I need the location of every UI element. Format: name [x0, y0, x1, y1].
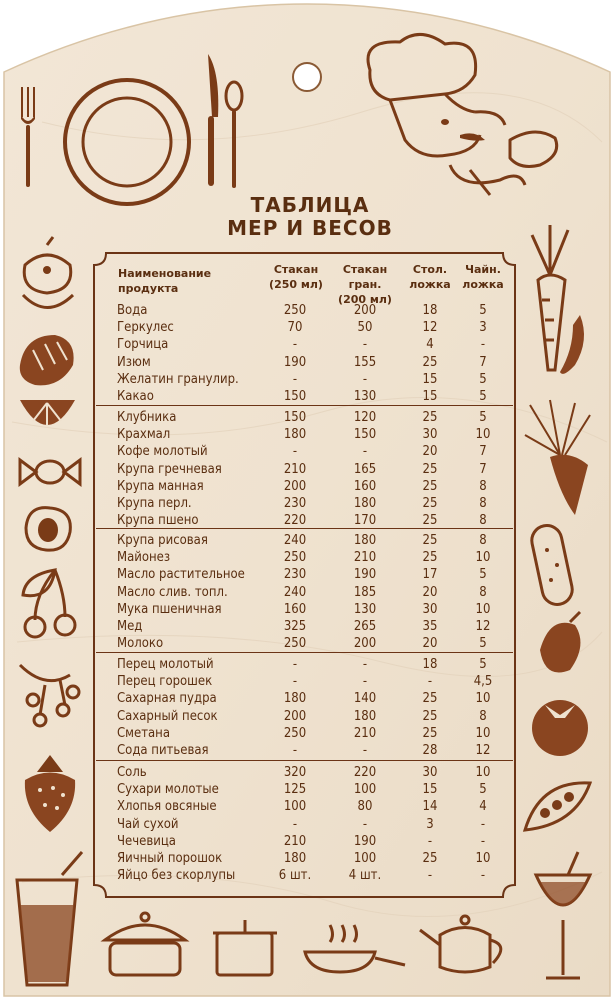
- table-row: [0, 303, 614, 320]
- glass-250-value: 180: [283, 691, 307, 707]
- product-name: Крупа рисовая: [117, 533, 208, 548]
- product-name: Геркулес: [117, 320, 174, 336]
- tablespoon-value: 3: [426, 816, 434, 832]
- glass-250-value: 250: [283, 550, 307, 566]
- product-name: Крупа перл.: [117, 496, 192, 511]
- glass-250-value: 200: [283, 708, 307, 724]
- tablespoon-value: 14: [422, 799, 438, 815]
- table-row: [0, 657, 614, 674]
- header-glass-200: [326, 262, 404, 307]
- table-row: [0, 567, 614, 584]
- glass-250-value: 230: [283, 496, 307, 511]
- tablespoon-value: 4: [426, 337, 434, 353]
- teaspoon-value: 10: [475, 765, 491, 780]
- product-name: Сухари молотые: [117, 782, 219, 798]
- frying-pan-icon: [300, 920, 410, 980]
- teaspoon-value: 10: [475, 725, 491, 741]
- table-row: [0, 602, 614, 619]
- table-row: [0, 372, 614, 389]
- product-name: Горчица: [117, 337, 169, 353]
- tablespoon-value: 15: [422, 389, 438, 404]
- glass-200-value: 165: [353, 461, 377, 477]
- teaspoon-value: 7: [479, 461, 487, 477]
- glass-200-value: 200: [353, 303, 377, 318]
- glass-250-value: -: [292, 444, 298, 460]
- glass-250-value: -: [292, 816, 298, 832]
- teaspoon-value: -: [480, 816, 486, 832]
- glass-250-value: 70: [287, 320, 303, 336]
- group-separator: [96, 405, 513, 406]
- glass-250-value: 6 шт.: [278, 868, 312, 884]
- product-name: Мед: [117, 619, 143, 634]
- product-name: Крупа гречневая: [117, 461, 222, 477]
- glass-250-value: 180: [283, 851, 307, 866]
- header-product: [118, 266, 211, 296]
- product-name: Изюм: [117, 354, 151, 370]
- glass-200-value: 150: [353, 427, 377, 443]
- table-row: [0, 337, 614, 354]
- tablespoon-value: 25: [422, 708, 438, 724]
- glass-250-value: 250: [283, 725, 307, 741]
- glass-200-value: 130: [353, 601, 377, 617]
- glass-200-value: -: [362, 743, 368, 758]
- table-row: [0, 427, 614, 444]
- teaspoon-value: 10: [475, 691, 491, 707]
- table-row: [0, 479, 614, 496]
- product-name: Мука пшеничная: [117, 601, 222, 617]
- tablespoon-value: 25: [422, 550, 438, 566]
- glass-200-value: 210: [353, 725, 377, 741]
- tablespoon-value: 20: [422, 584, 438, 600]
- tablespoon-value: 25: [422, 478, 438, 494]
- teaspoon-value: 4: [479, 799, 487, 815]
- teaspoon-value: 3: [479, 320, 487, 336]
- header-tablespoon-line1: Стол.: [412, 263, 448, 276]
- teaspoon-value: 12: [475, 619, 491, 634]
- glass-200-value: 210: [353, 550, 377, 566]
- table-row: [0, 851, 614, 868]
- product-name: Сметана: [117, 725, 170, 741]
- teaspoon-value: 8: [479, 533, 487, 548]
- teaspoon-value: 8: [479, 496, 487, 511]
- product-name: Масло растительное: [117, 567, 245, 583]
- table-row: [0, 389, 614, 406]
- glass-250-value: 220: [283, 513, 307, 529]
- glass-200-value: 220: [353, 765, 377, 780]
- header-teaspoon-line1: Чайн.: [465, 263, 501, 276]
- glass-250-value: -: [292, 657, 298, 672]
- product-name: Желатин гранулир.: [117, 371, 239, 387]
- teaspoon-value: 4,5: [473, 674, 493, 690]
- glass-200-value: 100: [353, 851, 377, 866]
- teaspoon-value: 5: [479, 410, 487, 425]
- glass-200-value: -: [362, 816, 368, 832]
- glass-250-value: -: [292, 674, 298, 690]
- glass-200-value: 140: [353, 691, 377, 707]
- product-name: Яичный порошок: [117, 851, 223, 866]
- product-name: Сода питьевая: [117, 743, 209, 758]
- table-row: [0, 691, 614, 708]
- glass-200-value: 180: [353, 496, 377, 511]
- glass-250-value: -: [292, 371, 298, 387]
- glass-200-value: -: [362, 674, 368, 690]
- tablespoon-value: 30: [422, 765, 438, 780]
- header-glass-200-line1: Стакан гран.: [342, 263, 388, 291]
- table-row: [0, 636, 614, 653]
- glass-200-value: 185: [353, 584, 377, 600]
- glass-250-value: 125: [283, 782, 307, 798]
- group-separator: [96, 652, 513, 653]
- knife-icon: [200, 52, 224, 187]
- table-row: [0, 743, 614, 760]
- glass-200-value: 100: [353, 782, 377, 798]
- header-glass-250: [268, 262, 324, 292]
- glass-250-value: -: [292, 337, 298, 353]
- plate-icon: [60, 75, 195, 210]
- glass-250-value: 320: [283, 765, 307, 780]
- glass-250-value: 150: [283, 410, 307, 425]
- product-name: Сахарная пудра: [117, 691, 217, 707]
- glass-200-value: 180: [353, 533, 377, 548]
- tablespoon-value: 15: [422, 371, 438, 387]
- tablespoon-value: 25: [422, 461, 438, 477]
- tablespoon-value: -: [427, 833, 433, 849]
- tablespoon-value: 30: [422, 427, 438, 443]
- table-row: [0, 462, 614, 479]
- product-name: Масло слив. топл.: [117, 584, 228, 600]
- teaspoon-value: 10: [475, 851, 491, 866]
- product-name: Кофе молотый: [117, 444, 208, 460]
- product-name: Чечевица: [117, 833, 176, 849]
- group-separator: [96, 528, 513, 529]
- glass-200-value: -: [362, 371, 368, 387]
- product-name: Крупа пшено: [117, 513, 199, 529]
- glass-250-value: 160: [283, 601, 307, 617]
- tablespoon-value: 28: [422, 743, 438, 758]
- product-name: Перец горошек: [117, 674, 213, 690]
- product-name: Крупа манная: [117, 478, 204, 494]
- glass-250-value: 250: [283, 636, 307, 652]
- product-name: Хлопья овсяные: [117, 799, 217, 815]
- glass-200-value: -: [362, 337, 368, 353]
- glass-250-value: 240: [283, 533, 307, 548]
- teaspoon-value: 5: [479, 389, 487, 404]
- table-row: [0, 410, 614, 427]
- glass-250-value: -: [292, 743, 298, 758]
- tablespoon-value: 12: [422, 320, 438, 336]
- teaspoon-value: -: [480, 337, 486, 353]
- table-row: [0, 765, 614, 782]
- product-name: Соль: [117, 765, 147, 780]
- table-row: [0, 320, 614, 337]
- glass-250-value: 325: [283, 619, 307, 634]
- product-name: Молоко: [117, 636, 164, 652]
- teaspoon-value: 5: [479, 303, 487, 318]
- teaspoon-value: -: [480, 833, 486, 849]
- tablespoon-value: 18: [422, 303, 438, 318]
- teaspoon-value: 12: [475, 743, 491, 758]
- glass-200-value: 4 шт.: [348, 868, 382, 884]
- tablespoon-value: 25: [422, 354, 438, 370]
- header-teaspoon-line2: ложка: [462, 278, 504, 291]
- tablespoon-value: 25: [422, 725, 438, 741]
- header-glass-200-line2: (200 мл): [338, 293, 392, 306]
- tablespoon-value: 15: [422, 782, 438, 798]
- glass-200-value: -: [362, 657, 368, 672]
- group-separator: [96, 760, 513, 761]
- pot-with-lid-icon: [95, 905, 195, 980]
- product-name: Майонез: [117, 550, 171, 566]
- glass-200-value: 120: [353, 410, 377, 425]
- glass-250-value: 190: [283, 354, 307, 370]
- product-name: Крахмал: [117, 427, 171, 443]
- product-name: Какао: [117, 389, 154, 404]
- glass-200-value: 180: [353, 708, 377, 724]
- glass-200-value: 190: [353, 567, 377, 583]
- tablespoon-value: 30: [422, 601, 438, 617]
- header-glass-250-line1: Стакан: [273, 263, 319, 276]
- tablespoon-value: 20: [422, 444, 438, 460]
- product-name: Яйцо без скорлупы: [117, 868, 236, 884]
- teaspoon-value: 8: [479, 478, 487, 494]
- teaspoon-value: 10: [475, 601, 491, 617]
- header-product-line1: Наименование: [118, 267, 212, 280]
- glass-200-value: 50: [357, 320, 373, 336]
- header-glass-250-line2: (250 мл): [269, 278, 323, 291]
- chef-illustration: [350, 30, 565, 200]
- glass-250-value: 180: [283, 427, 307, 443]
- header-tablespoon-line2: ложка: [409, 278, 451, 291]
- teaspoon-value: 10: [475, 427, 491, 443]
- table-row: [0, 799, 614, 816]
- glass-200-value: 265: [353, 619, 377, 634]
- teaspoon-value: 8: [479, 584, 487, 600]
- product-name: Клубника: [117, 410, 177, 425]
- glass-250-value: 210: [283, 461, 307, 477]
- product-name: Вода: [117, 303, 148, 318]
- glass-200-value: 155: [353, 354, 377, 370]
- table-row: [0, 355, 614, 372]
- tablespoon-value: 25: [422, 410, 438, 425]
- tablespoon-value: 25: [422, 533, 438, 548]
- table-row: [0, 834, 614, 851]
- teaspoon-value: 8: [479, 708, 487, 724]
- glass-200-value: -: [362, 444, 368, 460]
- tablespoon-value: 25: [422, 691, 438, 707]
- table-row: [0, 550, 614, 567]
- glass-200-value: 160: [353, 478, 377, 494]
- table-row: [0, 496, 614, 513]
- table-row: [0, 444, 614, 461]
- teaspoon-value: -: [480, 868, 486, 884]
- saucepan-icon: [205, 915, 290, 980]
- glass-250-value: 100: [283, 799, 307, 815]
- table-row: [0, 817, 614, 834]
- teaspoon-value: 5: [479, 636, 487, 652]
- tablespoon-value: 25: [422, 851, 438, 866]
- table-row: [0, 619, 614, 636]
- tablespoon-value: 25: [422, 496, 438, 511]
- header-product-line2: продукта: [118, 282, 179, 295]
- table-row: [0, 709, 614, 726]
- teapot-icon: [415, 905, 515, 980]
- teaspoon-value: 10: [475, 550, 491, 566]
- spoon-icon: [222, 80, 246, 190]
- title-line-1: ТАБЛИЦА: [250, 193, 370, 217]
- table-row: [0, 868, 614, 885]
- tablespoon-value: 20: [422, 636, 438, 652]
- glass-250-value: 250: [283, 303, 307, 318]
- glass-200-value: 170: [353, 513, 377, 529]
- teaspoon-value: 5: [479, 371, 487, 387]
- glass-250-value: 240: [283, 584, 307, 600]
- teaspoon-value: 8: [479, 513, 487, 529]
- table-row: [0, 674, 614, 691]
- product-name: Сахарный песок: [117, 708, 218, 724]
- fork-icon: [18, 85, 42, 190]
- glass-200-value: 130: [353, 389, 377, 404]
- glass-250-value: 200: [283, 478, 307, 494]
- tablespoon-value: 18: [422, 657, 438, 672]
- teaspoon-value: 5: [479, 657, 487, 672]
- tablespoon-value: 35: [422, 619, 438, 634]
- product-name: Чай сухой: [117, 816, 179, 832]
- tablespoon-value: -: [427, 868, 433, 884]
- table-row: [0, 533, 614, 550]
- product-name: Перец молотый: [117, 657, 214, 672]
- glass-200-value: 80: [357, 799, 373, 815]
- teaspoon-value: 7: [479, 354, 487, 370]
- glass-250-value: 210: [283, 833, 307, 849]
- table-row: [0, 726, 614, 743]
- teaspoon-value: 5: [479, 782, 487, 798]
- glass-200-value: 200: [353, 636, 377, 652]
- table-row: [0, 782, 614, 799]
- tablespoon-value: -: [427, 674, 433, 690]
- tablespoon-value: 25: [422, 513, 438, 529]
- glass-250-value: 230: [283, 567, 307, 583]
- header-teaspoon: [458, 262, 508, 292]
- teaspoon-value: 5: [479, 567, 487, 583]
- glass-200-value: 190: [353, 833, 377, 849]
- glass-250-value: 150: [283, 389, 307, 404]
- teaspoon-value: 7: [479, 444, 487, 460]
- header-tablespoon: [405, 262, 455, 292]
- tablespoon-value: 17: [422, 567, 438, 583]
- table-row: [0, 585, 614, 602]
- title-line-2: МЕР И ВЕСОВ: [227, 216, 393, 240]
